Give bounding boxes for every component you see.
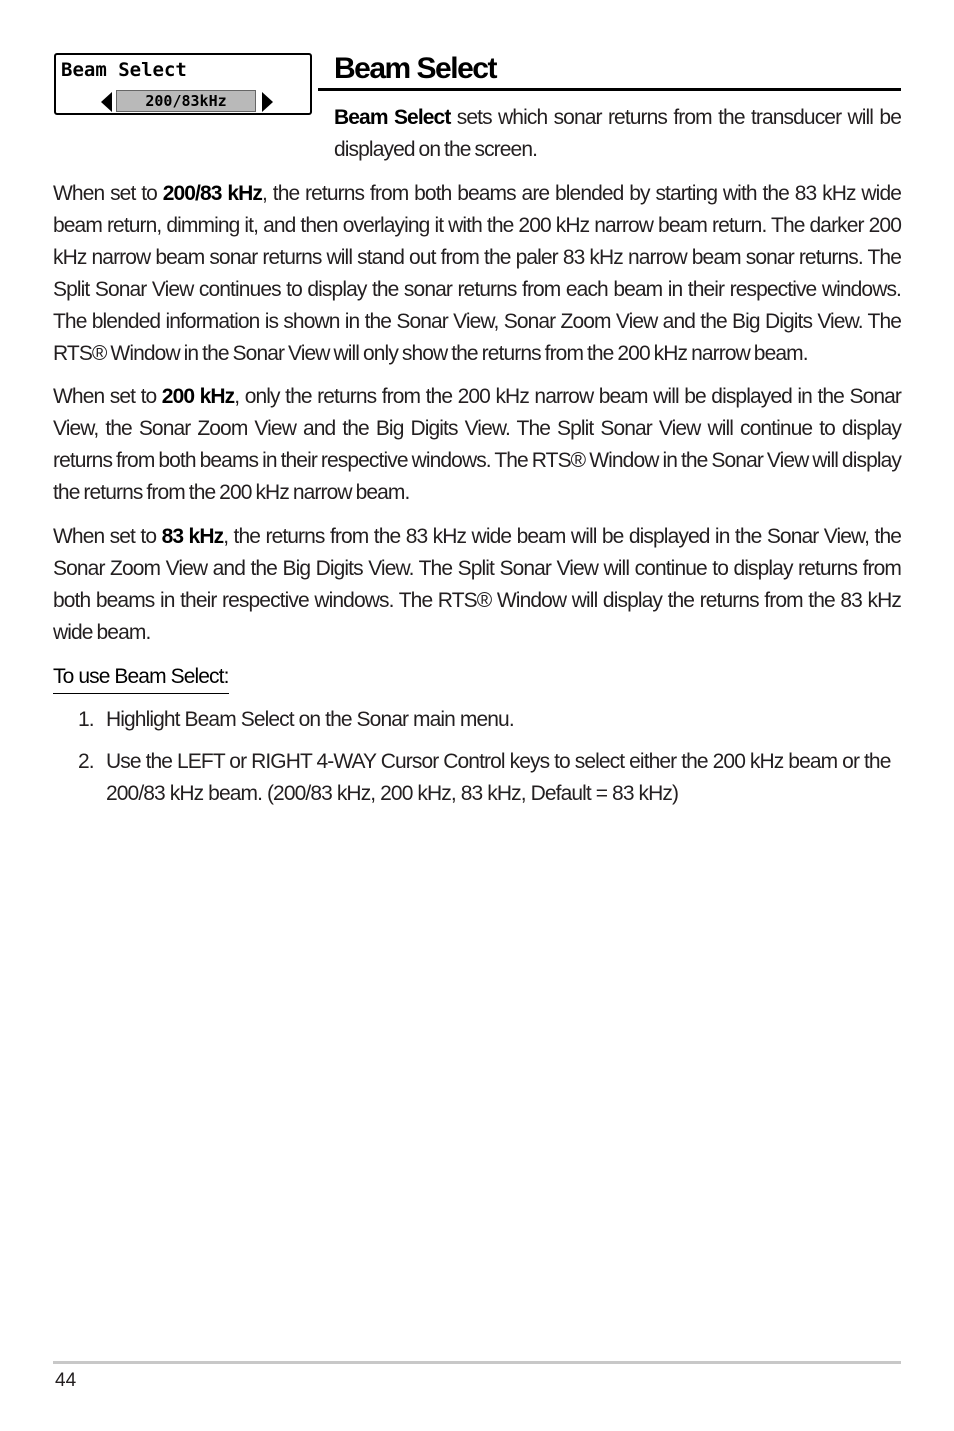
menu-value: 200/83kHz [116,90,256,112]
paragraph-bold: 200 kHz [161,385,235,408]
paragraph-bold: 83 kHz [161,525,224,548]
menu-preview [54,53,312,115]
step-text: Use the LEFT or RIGHT 4-WAY Cursor Control keys to select either the 200 kHz beam or the 200/83 kHz beam. (200/83 kHz, 200 kHz, 83 kHz, Default = 83 kHz) [106,750,891,805]
paragraph-200-83 [53,178,901,370]
intro-text: sets which sonar returns from the transducer will be displayed on the screen. [334,106,901,161]
section-heading: Beam Select [334,52,496,85]
paragraph-lead: When set to [53,525,162,548]
paragraph-lead: When set to [53,385,162,408]
paragraph-bold: 200/83 kHz [162,182,263,205]
step-item [78,746,901,810]
right-arrow-icon [262,92,273,112]
step-number: 2. [78,750,94,773]
step-item [78,704,901,736]
paragraph-83 [53,521,901,649]
paragraph-text: , the returns from the 83 kHz wide beam will be displayed in the Sonar View, the Sonar Zoom View and the Big Digits View. The Split Sonar View will continue to display returns from both beams in their respective windows. The RTS® Window will display the returns from the 83 kHz wide beam. [53,525,902,644]
paragraph-lead: When set to [53,182,163,205]
paragraph-text: , the returns from both beams are blended by starting with the 83 kHz wide beam return, dimming it, and then overlaying it with the 200 kHz narrow beam return. The darker 200 kHz narrow beam sonar returns will stand out from the paler 83 kHz narrow beam sonar returns. The Split Sonar View continues to display the sonar returns from each beam in their respective windows. The blended information is shown in the Sonar View, Sonar Zoom View and the Big Digits View. The RTS® Window in the Sonar View will only show the returns from the 200 kHz narrow beam. [53,182,902,365]
menu-label: Beam Select [61,59,187,81]
step-text: Highlight Beam Select on the Sonar main menu. [106,708,514,731]
step-number: 1. [78,708,94,731]
procedure-heading: To use Beam Select: [53,661,229,694]
intro-bold: Beam Select [334,106,451,129]
left-arrow-icon [101,92,112,112]
intro-paragraph [334,102,901,166]
paragraph-text: , only the returns from the 200 kHz narrow beam will be displayed in the Sonar View, the Sonar Zoom View and the Big Digits View. The Split Sonar View will continue to display returns from both beams in their respective windows. The RTS® Window in the Sonar View will display the returns from the 200 kHz narrow beam. [53,385,901,504]
page-number: 44 [55,1370,77,1391]
heading-rule [318,88,901,91]
footer-rule [53,1361,901,1364]
paragraph-200 [53,381,901,509]
